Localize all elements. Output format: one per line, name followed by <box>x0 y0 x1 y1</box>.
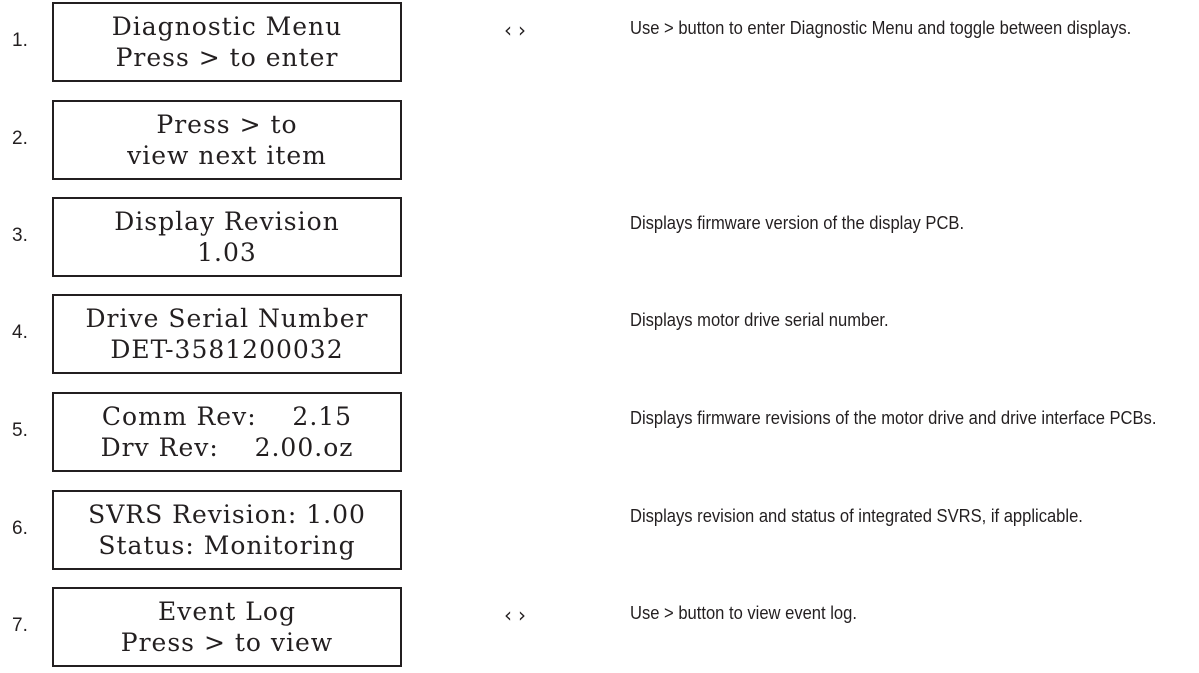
step-row-4 <box>0 294 1199 374</box>
lcd-line-2: 1.03 <box>197 238 257 267</box>
step-number: 5. <box>12 420 28 441</box>
lcd-display <box>52 294 402 374</box>
lcd-line-2: view next item <box>127 141 327 170</box>
step-description: Displays firmware revisions of the motor drive and drive interface PCBs. <box>630 408 1157 428</box>
step-number: 6. <box>12 518 28 539</box>
step-description: Displays motor drive serial number. <box>630 310 889 330</box>
left-right-arrows-icon: ‹› <box>504 18 532 42</box>
step-row-3 <box>0 197 1199 277</box>
step-number: 1. <box>12 30 28 51</box>
lcd-display <box>52 392 402 472</box>
left-right-arrows-icon: ‹› <box>504 603 532 627</box>
lcd-display <box>52 197 402 277</box>
step-row-5 <box>0 392 1199 472</box>
step-description: Displays revision and status of integrated SVRS, if applicable. <box>630 506 1083 526</box>
step-number: 4. <box>12 322 28 343</box>
step-number: 2. <box>12 128 28 149</box>
lcd-line-1: SVRS Revision: 1.00 <box>88 500 366 529</box>
lcd-line-1: Press > to <box>156 110 298 139</box>
lcd-line-2: Drv Rev: 2.00.oz <box>100 433 354 462</box>
lcd-line-1: Comm Rev: 2.15 <box>101 402 353 431</box>
step-number: 3. <box>12 225 28 246</box>
lcd-line-2: DET-3581200032 <box>110 335 344 364</box>
step-number: 7. <box>12 615 28 636</box>
lcd-line-1: Diagnostic Menu <box>111 12 343 41</box>
lcd-display <box>52 100 402 180</box>
lcd-line-1: Event Log <box>158 597 296 626</box>
lcd-line-2: Status: Monitoring <box>98 531 356 560</box>
lcd-display <box>52 587 402 667</box>
lcd-display <box>52 2 402 82</box>
lcd-display <box>52 490 402 570</box>
lcd-line-1: Drive Serial Number <box>85 304 369 333</box>
lcd-line-2: Press > to view <box>120 628 334 657</box>
step-description: Use > button to view event log. <box>630 603 857 623</box>
step-row-2 <box>0 100 1199 180</box>
step-row-7 <box>0 587 1199 667</box>
lcd-line-1: Display Revision <box>114 207 340 236</box>
step-description: Use > button to enter Diagnostic Menu and toggle between displays. <box>630 18 1132 38</box>
step-row-6 <box>0 490 1199 570</box>
step-description: Displays firmware version of the display PCB. <box>630 213 965 233</box>
lcd-line-2: Press > to enter <box>115 43 339 72</box>
step-row-1 <box>0 2 1199 82</box>
